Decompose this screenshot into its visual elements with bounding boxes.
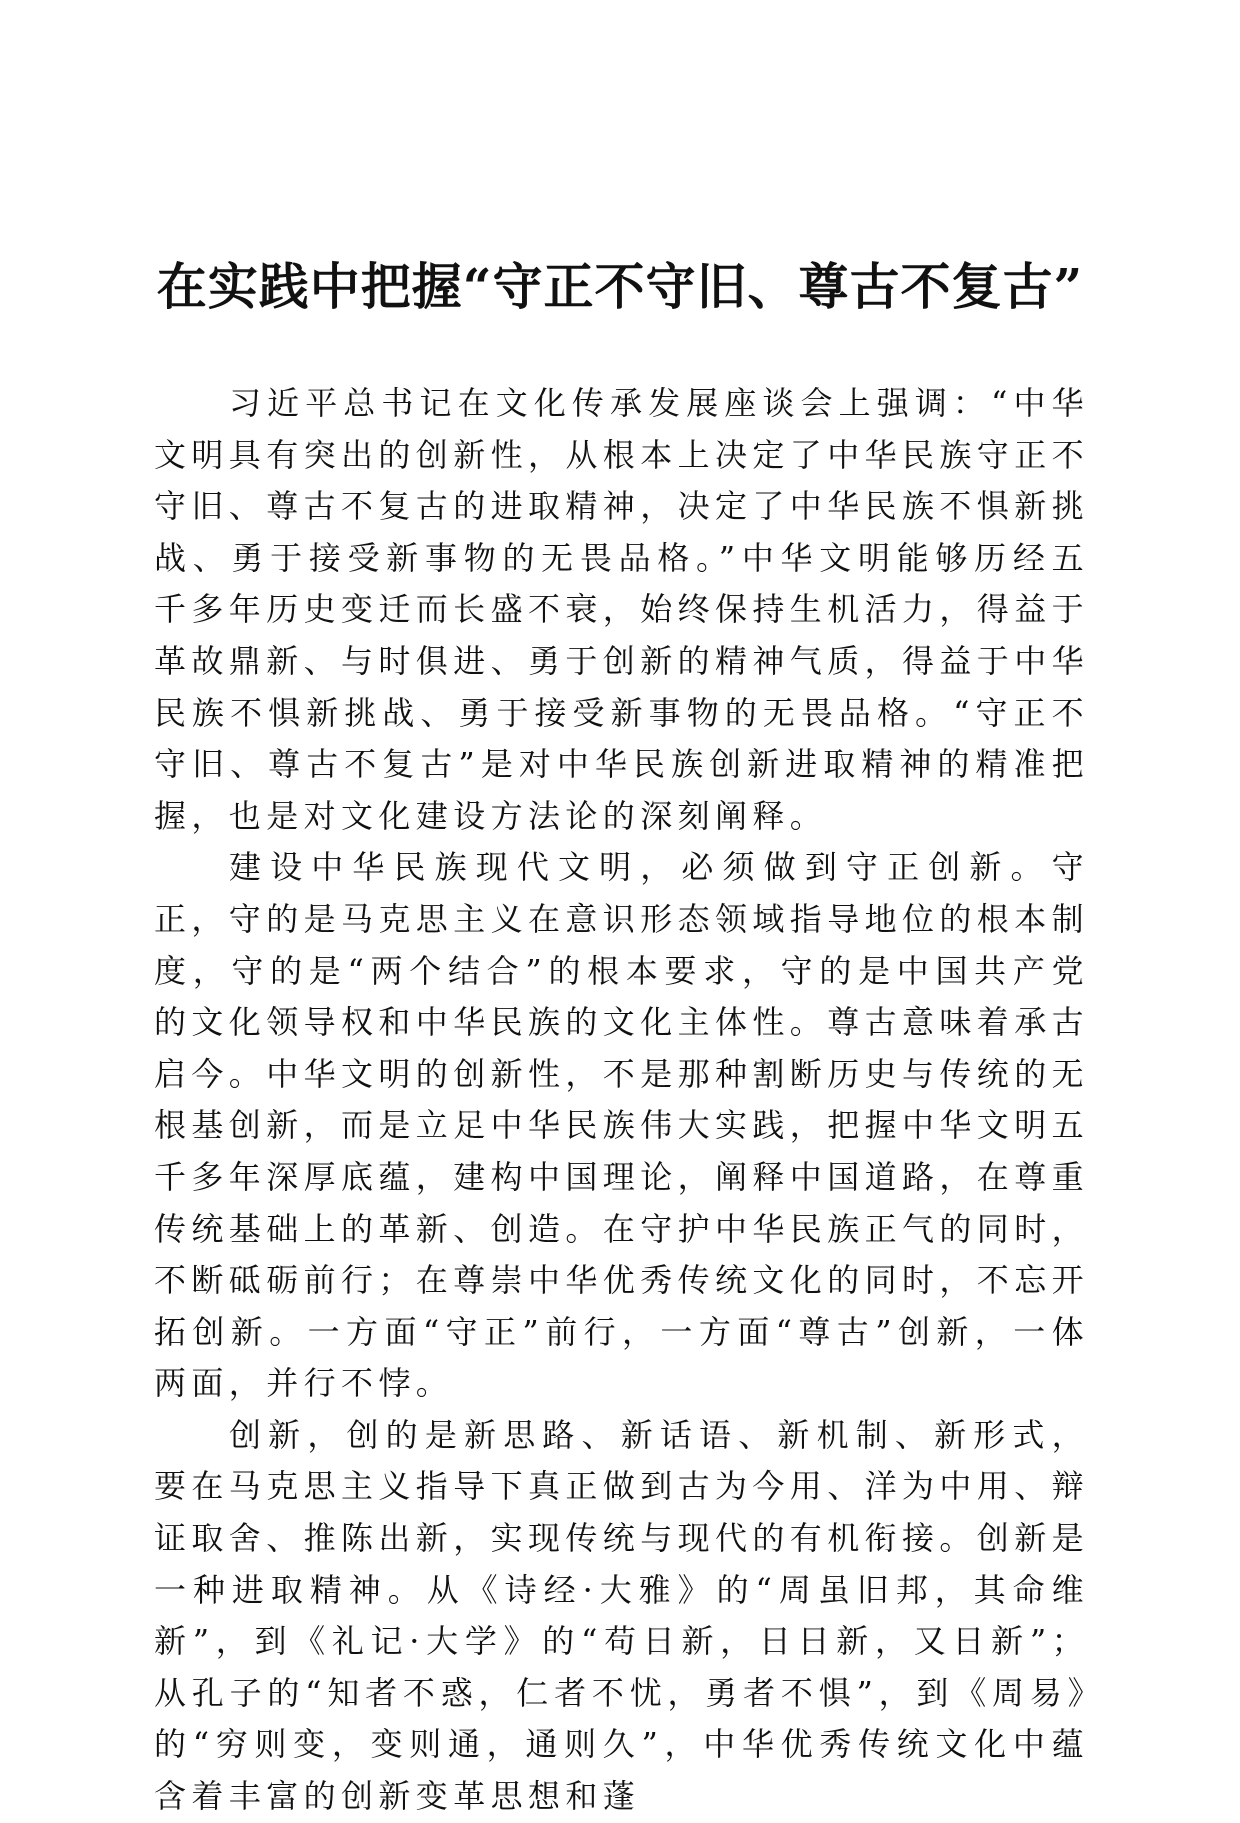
- document-body: [154, 378, 1089, 1823]
- paragraph-1: 习近平总书记在文化传承发展座谈会上强调：“中华文明具有突出的创新性，从根本上决定了中华民族守正不守旧、尊古不复古的进取精神，决定了中华民族不惧新挑战、勇于接受新事物的无畏品格。”中华文明能够历经五千多年历史变迁而长盛不衰，始终保持生机活力，得益于革故鼎新、与时俱进、勇于创新的精神气质，得益于中华民族不惧新挑战、勇于接受新事物的无畏品格。“守正不守旧、尊古不复古”是对中华民族创新进取精神的精准把握，也是对文化建设方法论的深刻阐释。: [154, 384, 1090, 835]
- paragraph-2: 建设中华民族现代文明，必须做到守正创新。守正，守的是马克思主义在意识形态领域指导地位的根本制度，守的是“两个结合”的根本要求，守的是中国共产党的文化领导权和中华民族的文化主体性。尊古意味着承古启今。中华文明的创新性，不是那种割断历史与传统的无根基创新，而是立足中华民族伟大实践，把握中华文明五千多年深厚底蕴，建构中国理论，阐释中国道路，在尊重传统基础上的革新、创造。在守护中华民族正气的同时，不断砥砺前行；在尊崇中华优秀传统文化的同时，不忘开拓创新。一方面“守正”前行，一方面“尊古”创新，一体两面，并行不悖。: [154, 848, 1090, 1403]
- document-title: 在实践中把握“守正不守旧、尊古不复古”: [156, 257, 1084, 316]
- paragraph-3: 创新，创的是新思路、新话语、新机制、新形式，要在马克思主义指导下真正做到古为今用、洋为中用、辩证取舍、推陈出新，实现传统与现代的有机衔接。创新是一种进取精神。从《诗经·大雅》的“周虽旧邦，其命维新”，到《礼记·大学》的“苟日新，日日新，又日新”；从孔子的“知者不惑，仁者不忧，勇者不惧”，到《周易》的“穷则变，变则通，通则久”，中华优秀传统文化中蕴含着丰富的创新变革思想和蓬: [154, 1415, 1090, 1816]
